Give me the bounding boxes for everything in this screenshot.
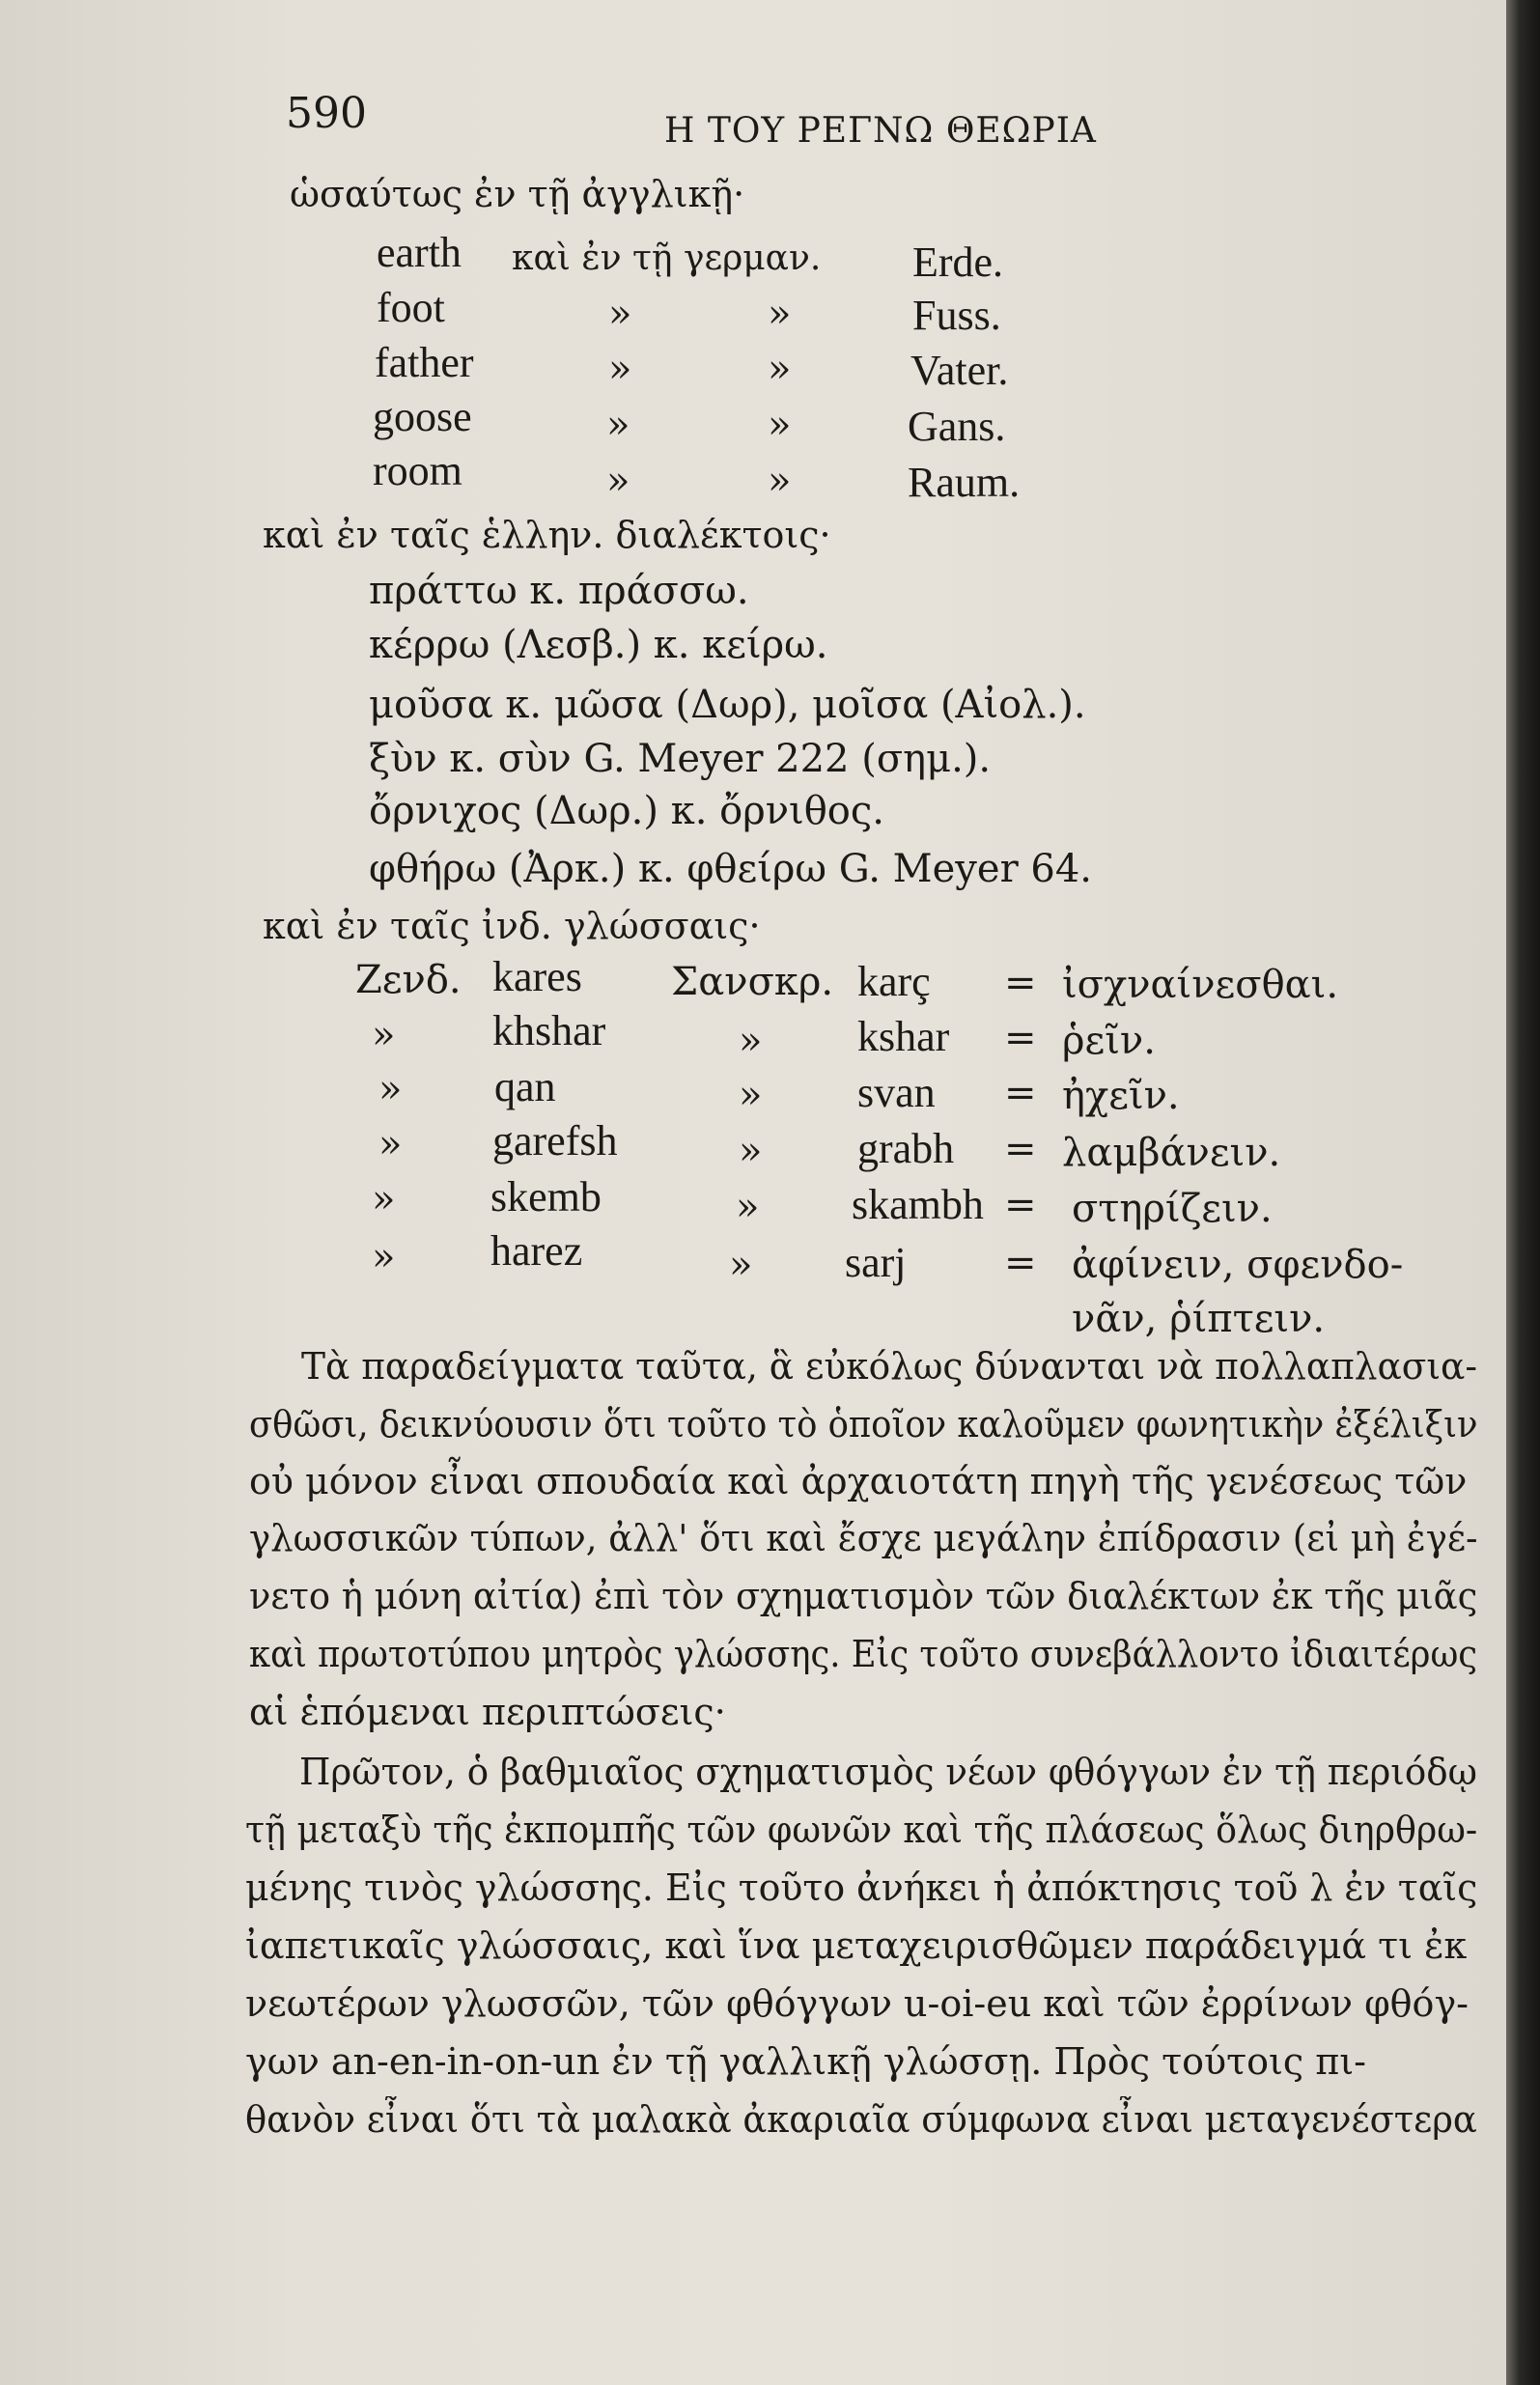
paragraph-line: αἱ ἑπόμεναι περιπτώσεις·: [249, 1691, 726, 1733]
paragraph-line: γων an-en-in-on-un ἐν τῇ γαλλικῇ γλώσσῃ. Πρὸς τούτοις πι-: [245, 2040, 1366, 2083]
paragraph-line: θανὸν εἶναι ὅτι τὰ μαλακὰ ἀκαριαῖα σύμφωνα εἶναι μεταγενέστερα: [245, 2098, 1477, 2141]
ditto-mark: »: [768, 347, 792, 391]
sanskrit-word: skambh: [852, 1181, 984, 1228]
zend-word: kares: [492, 953, 582, 1000]
paragraph-line: μένης τινὸς γλώσσης. Εἰς τοῦτο ἀνήκει ἡ ἀπόκτησις τοῦ λ ἐν ταῖς: [245, 1866, 1478, 1909]
greek-meaning: ἠχεῖν.: [1062, 1074, 1180, 1118]
equals-sign: =: [1004, 1016, 1037, 1060]
greek-dialect-line: ξὺν κ. σὺν G. Meyer 222 (σημ.).: [369, 737, 992, 781]
equals-sign: =: [1004, 961, 1037, 1005]
paragraph-line: Πρῶτον, ὁ βαθμιαῖος σχηματισμὸς νέων φθόγγων ἐν τῇ περιόδῳ: [299, 1751, 1477, 1793]
intro-english: ὡσαύτως ἐν τῇ ἀγγλικῇ·: [290, 173, 745, 215]
greek-meaning: ἀφίνειν, σφενδο-: [1072, 1243, 1404, 1287]
ditto-mark: »: [372, 1235, 396, 1279]
greek-dialect-line: κέρρω (Λεσβ.) κ. κείρω.: [369, 623, 828, 667]
equals-sign: =: [1004, 1183, 1037, 1227]
greek-meaning: στηρίζειν.: [1072, 1187, 1273, 1231]
greek-dialect-line: πράττω κ. πράσσω.: [369, 569, 749, 613]
greek-dialect-line: μοῦσα κ. μῶσα (Δωρ), μοῖσα (Αἰολ.).: [369, 683, 1086, 727]
equals-sign: =: [1004, 1241, 1037, 1285]
equals-sign: =: [1004, 1127, 1037, 1171]
sanskrit-word: kshar: [857, 1013, 950, 1060]
german-word: Vater.: [910, 347, 1009, 394]
zend-word: skemb: [490, 1173, 602, 1221]
ditto-mark: »: [606, 459, 630, 503]
intro-greek: καὶ ἐν ταῖς ἑλλην. διαλέκτοις·: [263, 514, 831, 556]
ditto-mark: »: [736, 1185, 760, 1229]
ditto-mark: »: [768, 459, 792, 503]
english-word: room: [373, 447, 462, 494]
sanskrit-word: grabh: [857, 1125, 955, 1172]
ditto-mark: »: [372, 1013, 396, 1057]
paragraph-line: καὶ πρωτοτύπου μητρὸς γλώσσης. Εἰς τοῦτο συνεβάλλοντο ἰδιαιτέρως: [249, 1633, 1478, 1675]
sanskrit-word: karç: [857, 958, 931, 1005]
german-word: Raum.: [908, 459, 1021, 506]
english-word: father: [375, 339, 474, 386]
comparison-label: καὶ ἐν τῇ γερμαν.: [512, 238, 822, 278]
greek-meaning: ῥεῖν.: [1062, 1019, 1156, 1063]
ditto-mark: »: [378, 1067, 403, 1111]
paragraph-line: Τὰ παραδείγματα ταῦτα, ἃ εὐκόλως δύνανται νὰ πολλαπλασια-: [301, 1345, 1478, 1388]
paragraph-line: γλωσσικῶν τύπων, ἀλλ' ὅτι καὶ ἔσχε μεγάλην ἐπίδρασιν (εἰ μὴ ἐγέ-: [249, 1517, 1478, 1559]
paragraph-line: νεωτέρων γλωσσῶν, τῶν φθόγγων u-oi-eu καὶ τῶν ἐρρίνων φθόγ-: [245, 1982, 1469, 2025]
greek-meaning: λαμβάνειν.: [1062, 1131, 1281, 1175]
german-word: Fuss.: [912, 292, 1001, 339]
paragraph-line: οὐ μόνον εἶναι σπουδαία καὶ ἀρχαιοτάτη πηγὴ τῆς γενέσεως τῶν: [249, 1460, 1468, 1502]
paragraph-line: νετο ἡ μόνη αἰτία) ἐπὶ τὸν σχηματισμὸν τῶν διαλέκτων ἐκ τῆς μιᾶς: [249, 1575, 1478, 1617]
english-word: earth: [377, 229, 462, 276]
ditto-mark: »: [739, 1129, 763, 1173]
ditto-mark: »: [739, 1073, 763, 1117]
ditto-mark: »: [378, 1122, 403, 1166]
english-word: goose: [373, 393, 472, 440]
zend-word: khshar: [492, 1007, 606, 1054]
english-word: foot: [377, 284, 445, 331]
paragraph-line: σθῶσι, δεικνύουσιν ὅτι τοῦτο τὸ ὁποῖον καλοῦμεν φωνητικὴν ἐξέλιξιν: [249, 1403, 1478, 1445]
greek-meaning-continuation: νᾶν, ῥίπτειν.: [1072, 1297, 1326, 1341]
zend-word: harez: [490, 1227, 583, 1275]
page-number: 590: [286, 89, 367, 138]
ditto-mark: »: [729, 1243, 753, 1287]
running-title: Η ΤΟΥ ΡΕΓΝΩ ΘΕΩΡΙΑ: [664, 111, 1097, 151]
zend-word: qan: [494, 1063, 556, 1110]
german-word: Gans.: [908, 403, 1006, 450]
ditto-mark: »: [768, 292, 792, 336]
paragraph-line: τῇ μεταξὺ τῆς ἐκπομπῆς τῶν φωνῶν καὶ τῆς πλάσεως ὅλως διηρθρω-: [245, 1809, 1478, 1851]
book-edge-shadow: [1506, 0, 1540, 2385]
sanskrit-label: Σανσκρ.: [671, 960, 834, 1004]
sanskrit-word: sarj: [845, 1239, 907, 1286]
ditto-mark: »: [372, 1177, 396, 1221]
sanskrit-word: svan: [857, 1069, 936, 1116]
greek-meaning: ἰσχναίνεσθαι.: [1062, 963, 1339, 1007]
zend-label: Ζενδ.: [355, 958, 462, 1002]
greek-dialect-line: ὄρνιχος (Δωρ.) κ. ὄρνιθος.: [369, 789, 885, 833]
paragraph-line: ἰαπετικαῖς γλώσσαις, καὶ ἵνα μεταχειρισθῶμεν παράδειγμά τι ἐκ: [245, 1924, 1468, 1967]
german-word: Erde.: [912, 238, 1004, 286]
zend-word: garefsh: [492, 1117, 618, 1164]
equals-sign: =: [1004, 1071, 1037, 1115]
intro-indic: καὶ ἐν ταῖς ἰνδ. γλώσσαις·: [263, 905, 761, 947]
ditto-mark: »: [739, 1019, 763, 1063]
ditto-mark: »: [608, 292, 632, 336]
greek-dialect-line: φθήρω (Ἀρκ.) κ. φθείρω G. Meyer 64.: [369, 847, 1093, 891]
ditto-mark: »: [768, 403, 792, 447]
ditto-mark: »: [608, 347, 632, 391]
ditto-mark: »: [606, 403, 630, 447]
